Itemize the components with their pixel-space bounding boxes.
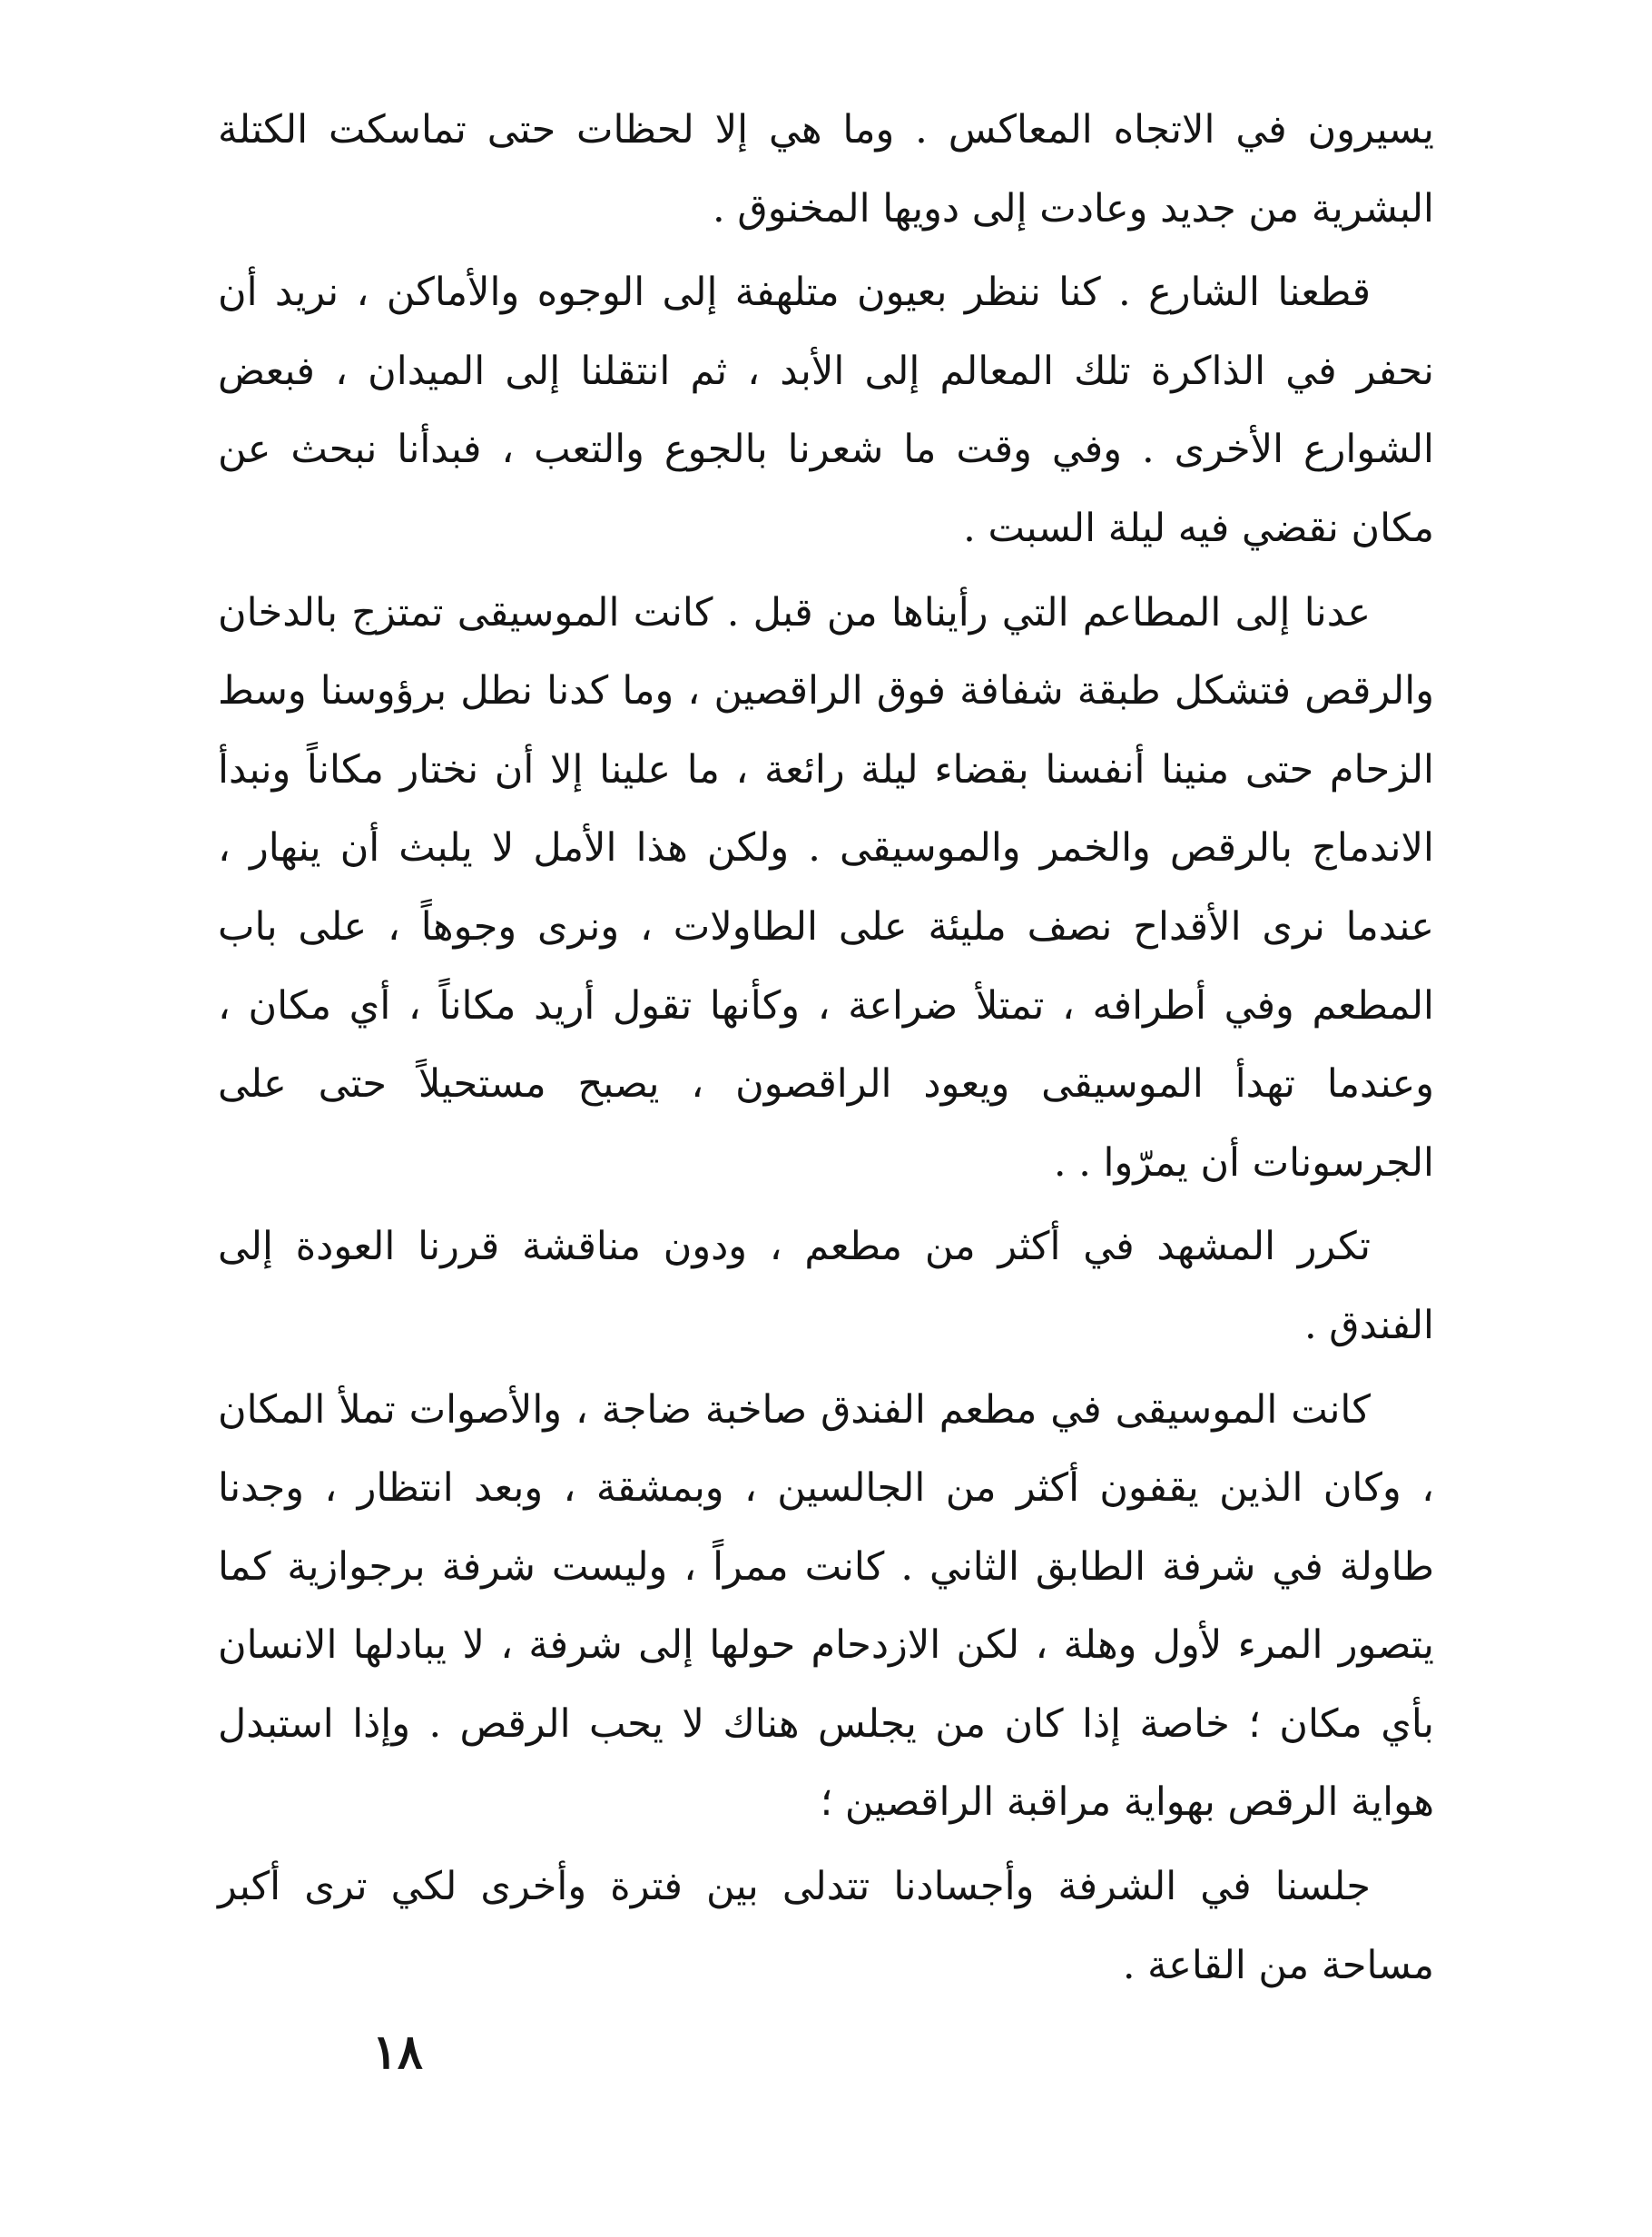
body-text: [218, 91, 1434, 2010]
paragraph-6: جلسنا في الشرفة وأجسادنا تتدلى بين فترة وأخرى لكي ترى أكبر مساحة من القاعة .: [218, 1864, 1434, 1988]
page-number: ١٨: [372, 2025, 423, 2080]
paragraph-3: عدنا إلى المطاعم التي رأيناها من قبل . كانت الموسيقى تمتزج بالدخان والرقص فتشكل طبقة شفافة فوق الراقصين ، وما كدنا نطل برؤوسنا وسط الزحام حتى منينا أنفسنا بقضاء ليلة رائعة ، ما علينا إلا أن نختار مكاناً ونبدأ الاندماج بالرقص والخمر والموسيقى . ولكن هذا الأمل لا يلبث أن ينهار ، عندما نرى الأقداح نصف مليئة على الطاولات ، ونرى وجوهاً ، على باب المطعم وفي أطرافه ، تمتلأ ضراعة ، وكأنها تقول أريد مكاناً ، أي مكان ، وعندما تهدأ الموسيقى ويعود الراقصون ، يصبح مستحيلاً حتى على الجرسونات أن يمرّوا . .: [218, 589, 1434, 1186]
paragraph-5: كانت الموسيقى في مطعم الفندق صاخبة ضاجة ، والأصوات تملأ المكان ، وكان الذين يقفون أكثر من الجالسين ، وبمشقة ، وبعد انتظار ، وجدنا طاولة في شرفة الطابق الثاني . كانت ممراً ، وليست شرفة برجوازية كما يتصور المرء لأول وهلة ، لكن الازدحام حولها إلى شرفة ، لا يبادلها الانسان بأي مكان ؛ خاصة إذا كان من يجلس هناك لا يحب الرقص . وإذا استبدل هواية الرقص بهواية مراقبة الراقصين ؛: [218, 1386, 1434, 1826]
paragraph-4: تكرر المشهد في أكثر من مطعم ، ودون مناقشة قررنا العودة إلى الفندق .: [218, 1224, 1434, 1348]
paragraph-2: قطعنا الشارع . كنا ننظر بعيون متلهفة إلى الوجوه والأماكن ، نريد أن نحفر في الذاكرة تلك المعالم إلى الأبد ، ثم انتقلنا إلى الميدان ، فبعض الشوارع الأخرى . وفي وقت ما شعرنا بالجوع والتعب ، فبدأنا نبحث عن مكان نقضي فيه ليلة السبت .: [218, 270, 1434, 551]
paragraph-1: يسيرون في الاتجاه المعاكس . وما هي إلا لحظات حتى تماسكت الكتلة البشرية من جديد وعادت إلى دويها المخنوق .: [218, 107, 1434, 232]
